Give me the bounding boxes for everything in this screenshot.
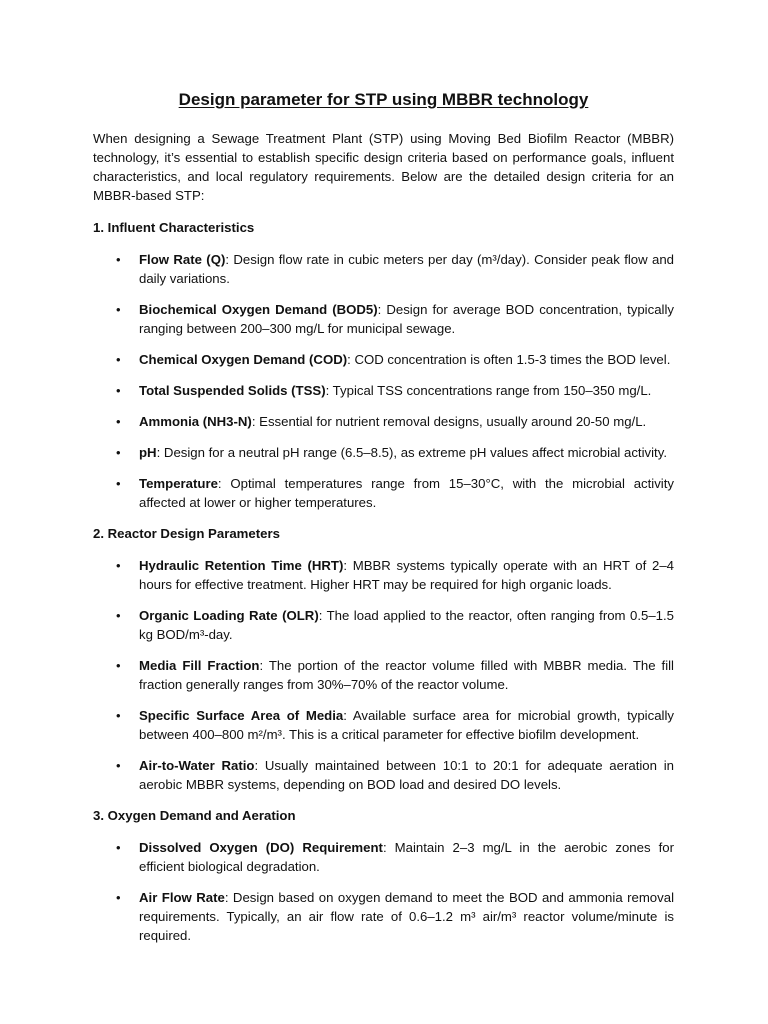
item-text: : Available surface area for microbial growth, typically between 400–800 m²/m³. This is a critical parameter for effective biofilm development. [139,708,674,742]
item-term: Temperature [139,476,218,491]
item-text: : Optimal temperatures range from 15–30°C, with the microbial activity affected at lower or higher temperatures. [139,476,674,510]
item-text: : Maintain 2–3 mg/L in the aerobic zones for efficient biological degradation. [139,840,674,874]
item-text: : Design flow rate in cubic meters per day (m³/day). Consider peak flow and daily variations. [139,252,674,286]
section-heading-influent: 1. Influent Characteristics [93,220,255,235]
list-item [139,756,674,794]
list-item [139,250,674,288]
item-term: pH [139,445,157,460]
list-item [139,656,674,694]
item-text: : MBBR systems typically operate with an HRT of 2–4 hours for effective treatment. Higher HRT may be required for high organic loads. [139,558,674,592]
item-text: : Typical TSS concentrations range from 150–350 mg/L. [325,383,652,398]
item-term: Specific Surface Area of Media [139,708,344,723]
document-title: Design parameter for STP using MBBR technology [178,90,589,109]
item-term: Total Suspended Solids (TSS) [139,383,326,398]
list-item [139,443,674,462]
item-term: Biochemical Oxygen Demand (BOD5) [139,302,378,317]
bullet-list-influent [93,250,674,512]
item-text: : The portion of the reactor volume filled with MBBR media. The fill fraction generally ranges from 30%–70% of the reactor volume. [139,658,674,692]
item-text: : Design based on oxygen demand to meet the BOD and ammonia removal requirements. Typically, an air flow rate of 0.6–1.2 m³ air/m³ reactor volume/minute is required. [139,890,674,943]
item-term: Flow Rate (Q) [139,252,226,267]
bullet-list-oxygen [93,838,674,945]
list-item [139,838,674,876]
item-text: : Design for a neutral pH range (6.5–8.5), as extreme pH values affect microbial activity. [156,445,667,460]
list-item [139,350,674,369]
list-item [139,300,674,338]
list-item [139,412,674,431]
item-text: : Design for average BOD concentration, typically ranging between 200–300 mg/L for municipal sewage. [139,302,674,336]
item-term: Ammonia (NH3-N) [139,414,252,429]
list-item [139,556,674,594]
list-item [139,606,674,644]
item-term: Hydraulic Retention Time (HRT) [139,558,344,573]
bullet-list-reactor [93,556,674,794]
list-item [139,706,674,744]
item-text: : COD concentration is often 1.5-3 times the BOD level. [347,352,671,367]
item-term: Air Flow Rate [139,890,225,905]
section-heading-oxygen: 3. Oxygen Demand and Aeration [93,808,296,823]
item-term: Chemical Oxygen Demand (COD) [139,352,348,367]
list-item [139,381,674,400]
list-item [139,888,674,945]
item-text: : Usually maintained between 10:1 to 20:1 for adequate aeration in aerobic MBBR systems, depending on BOD load and desired DO levels. [139,758,674,792]
item-text: : The load applied to the reactor, often ranging from 0.5–1.5 kg BOD/m³-day. [139,608,674,642]
item-term: Air-to-Water Ratio [139,758,255,773]
section-heading-reactor: 2. Reactor Design Parameters [93,526,280,541]
item-term: Dissolved Oxygen (DO) Requirement [139,840,383,855]
intro-paragraph: When designing a Sewage Treatment Plant (STP) using Moving Bed Biofilm Reactor (MBBR) technology, it’s essential to establish specific design criteria based on performance goals, influent characteristics, and local regulatory requirements. Below are the detailed design criteria for an MBBR-based STP: [93,131,674,203]
item-text: : Essential for nutrient removal designs, usually around 20-50 mg/L. [251,414,647,429]
list-item [139,474,674,512]
item-term: Organic Loading Rate (OLR) [139,608,319,623]
item-term: Media Fill Fraction [139,658,260,673]
